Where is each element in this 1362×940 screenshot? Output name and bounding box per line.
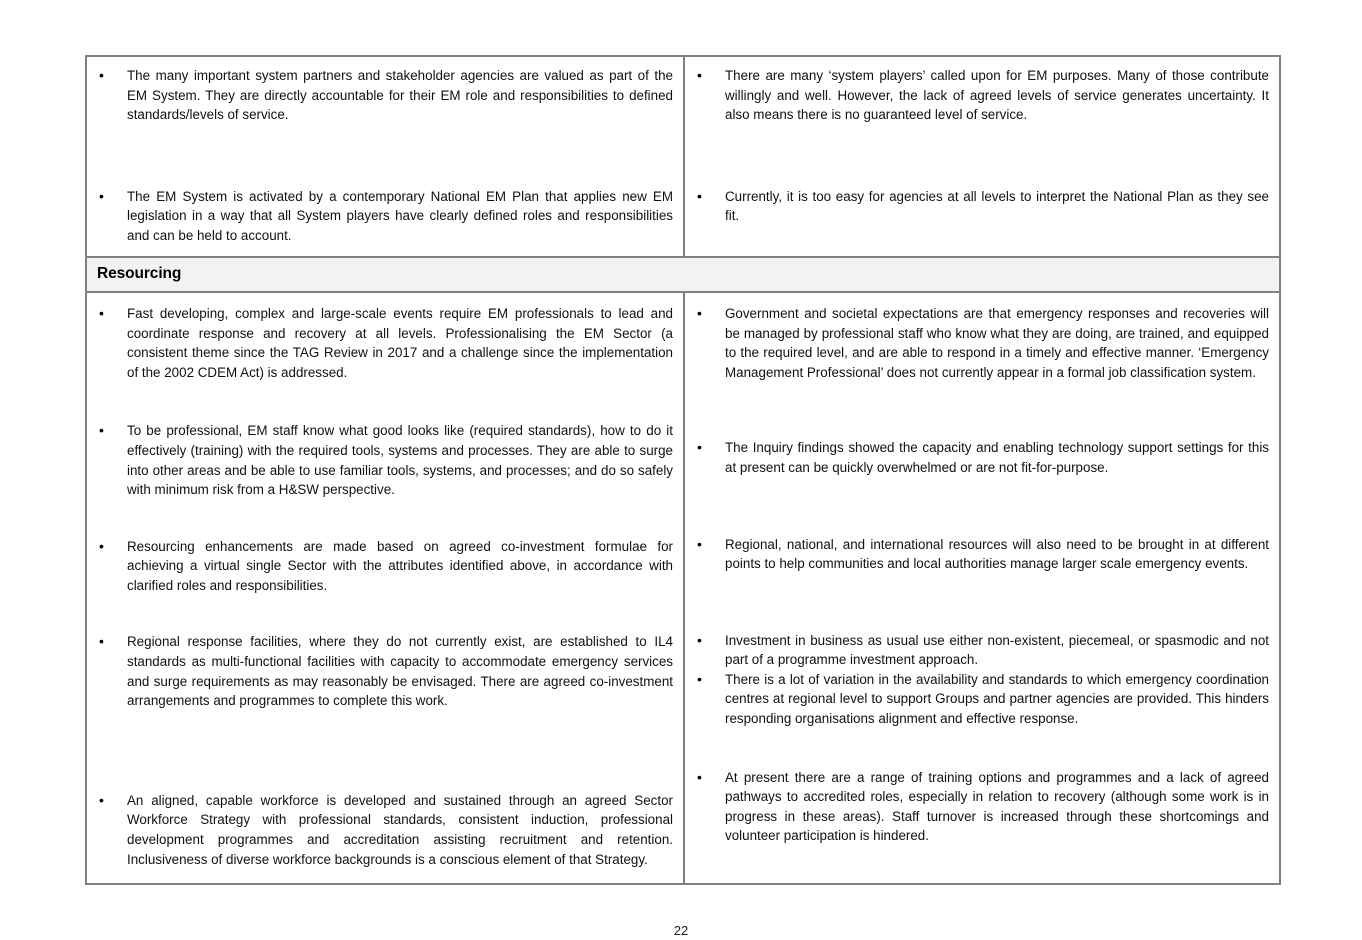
list-item-text: Regional response facilities, where they do not currently exist, are established to IL4 standards as multi-functional facilities with capacity to accommodate emergency services and surge requirements as may reasonably be envisaged. There are agreed co-investment arrangements and programmes to complete this work. [127, 634, 673, 709]
bullet-icon: • [697, 304, 702, 321]
list-item-text: The Inquiry findings showed the capacity and enabling technology support settings for this at present can be quickly overwhelmed or are not fit-for-purpose. [725, 440, 1269, 475]
list-item [87, 421, 673, 499]
list-item [87, 187, 673, 246]
bullet-icon: • [99, 422, 104, 439]
list-item [685, 66, 1269, 125]
bullet-icon: • [99, 67, 104, 83]
bullet-icon: • [99, 791, 104, 808]
list-item [685, 304, 1269, 382]
table-cell-right-resourcing [684, 292, 1280, 884]
table-cell-left-continued [86, 56, 684, 257]
list-item [685, 438, 1269, 477]
bullet-icon: • [697, 535, 702, 552]
list-item [685, 768, 1269, 846]
list-item [685, 631, 1269, 670]
bullet-icon: • [697, 439, 702, 456]
bullet-icon: • [99, 304, 104, 321]
list-item [685, 670, 1269, 729]
list-item-text: At present there are a range of training options and programmes and a lack of agreed pathways to accredited roles, especially in relation to recovery (although some work is in progress in these areas). Staff turnover is increased through these shortcomings and volunteer participation is hindered. [725, 769, 1269, 844]
table-row [86, 56, 1280, 257]
bullet-icon: • [697, 631, 702, 648]
bullet-icon: • [99, 187, 104, 204]
bullet-icon: • [697, 768, 702, 785]
list-item-text: Regional, national, and international resources will also need to be brought in at different points to help communities and local authorities manage larger scale emergency events. [725, 536, 1269, 572]
bullet-icon: • [99, 633, 104, 650]
list-item-text: Resourcing enhancements are made based on agreed co-investment formulae for achieving a virtual single Sector with the attributes identified above, in accordance with clarified roles and responsibilities. [127, 538, 673, 593]
list-item [87, 304, 673, 382]
bullet-list-right-resourcing [685, 304, 1269, 846]
list-item-text: Currently, it is too easy for agencies at all levels to interpret the National Plan as they see fit. [725, 188, 1269, 224]
table-cell-right-continued [684, 56, 1280, 257]
bullet-list-left-continued [87, 66, 673, 246]
list-item [87, 632, 673, 710]
table-row [86, 292, 1280, 884]
list-item-text: Fast developing, complex and large-scale events require EM professionals to lead and coordinate response and recovery at all levels. Professionalising the EM Sector (a consistent theme since the TAG Review in 2017 and a challenge since the implementation of the 2002 CDEM Act) is addressed. [127, 305, 673, 380]
list-item [685, 535, 1269, 574]
section-header-cell-resourcing [86, 257, 1280, 292]
list-item [87, 791, 673, 869]
list-item-text: There is a lot of variation in the availability and standards to which emergency coordination centres at regional level to support Groups and partner agencies are provided. This hinders responding organisations alignment and effective response. [725, 671, 1269, 727]
section-header-row [86, 257, 1280, 292]
bullet-list-right-continued [685, 66, 1269, 226]
bullet-icon: • [697, 670, 702, 687]
bullet-icon: • [697, 187, 702, 204]
bullet-icon: • [697, 67, 702, 83]
list-item-text: Investment in business as usual use either non-existent, piecemeal, or spasmodic and not part of a programme investment approach. [725, 632, 1269, 668]
table-cell-left-resourcing [86, 292, 684, 884]
bullet-list-left-resourcing [87, 304, 673, 869]
list-item-text: There are many ‘system players’ called upon for EM purposes. Many of those contribute willingly and well. However, the lack of agreed levels of service generates uncertainty. It also means there is no guaranteed level of service. [725, 68, 1269, 123]
list-item-text: The EM System is activated by a contemporary National EM Plan that applies new EM legislation in a way that all System players have clearly defined roles and responsibilities and can be held to account. [127, 188, 673, 243]
section-header-label: Resourcing [97, 264, 182, 282]
list-item [87, 537, 673, 596]
list-item-text: An aligned, capable workforce is developed and sustained through an agreed Sector Workforce Strategy with professional standards, consistent induction, professional development programmes and accreditation assisting recruitment and retention. Inclusiveness of diverse workforce backgrounds is a conscious element of that Strategy. [127, 792, 673, 867]
list-item-text: Government and societal expectations are that emergency responses and recoveries will be managed by professional staff who know what they are doing, are trained, and equipped to the required level, and are able to respond in a timely and effective manner. ‘Emergency Management Professional’ does not currently appear in a formal job classification system. [725, 305, 1269, 380]
page-number: 22 [673, 923, 689, 938]
list-item-text: The many important system partners and stakeholder agencies are valued as part of the EM System. They are directly accountable for their EM role and responsibilities to defined standards/levels of service. [127, 68, 673, 123]
bullet-icon: • [99, 537, 104, 554]
comparison-table [85, 55, 1281, 885]
list-item [87, 66, 673, 125]
list-item [685, 187, 1269, 226]
list-item-text: To be professional, EM staff know what good looks like (required standards), how to do it effectively (training) with the required tools, systems and processes. They are able to surge into other areas and be able to use familiar tools, systems, and processes; and do so safely with minimum risk from a H&SW perspective. [127, 423, 673, 498]
